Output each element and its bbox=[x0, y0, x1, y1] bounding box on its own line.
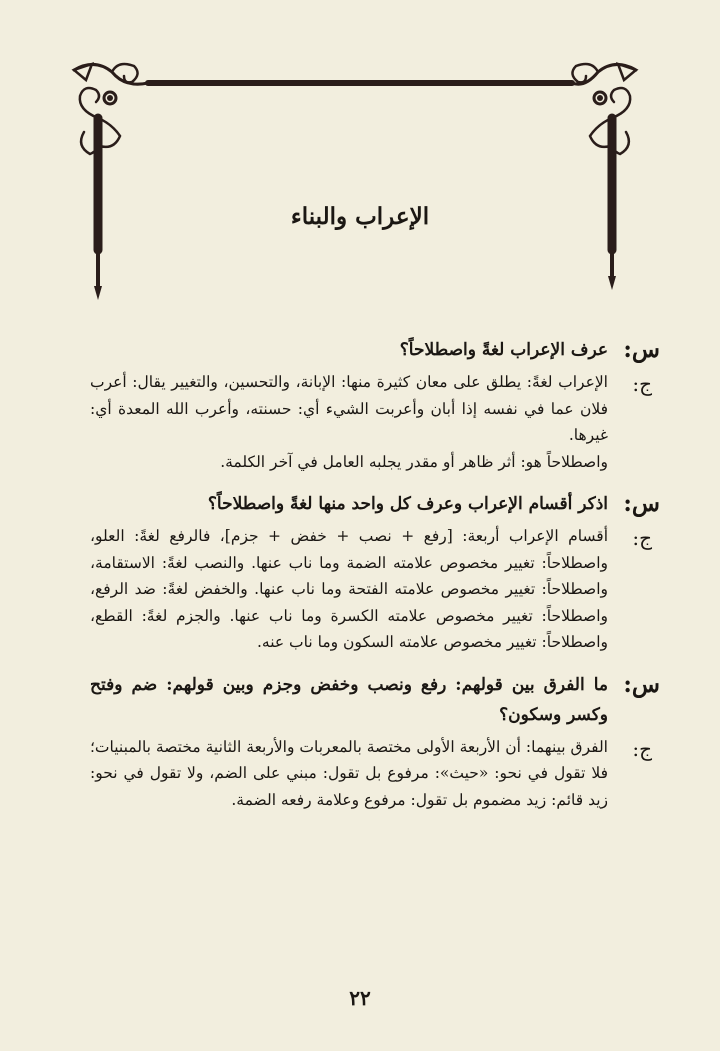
question-text: عرف الإعراب لغةً واصطلاحاً؟ bbox=[399, 340, 608, 360]
question-row bbox=[90, 335, 660, 365]
question-marker: س: bbox=[623, 490, 660, 517]
question-marker: س: bbox=[623, 336, 660, 363]
question-marker: س: bbox=[623, 670, 660, 698]
question-text: اذكر أقسام الإعراب وعرف كل واحد منها لغةً واصطلاحاً؟ bbox=[207, 494, 608, 514]
chapter-title: الإعراب والبناء bbox=[290, 203, 430, 230]
answer-paragraph: الفرق بينهما: أن الأربعة الأولى مختصة بالمعربات والأربعة الثانية مختصة بالمبنيات؛ فلا تقول في نحو: «حيث»: مرفوع بل تقول: مبني على الضم، ولا تقول في نحو: زيد قائم: زيد مضموم بل تقول: مرفوع وعلامة رفعه الضمة. bbox=[90, 737, 608, 809]
answer-paragraph: واصطلاحاً هو: أثر ظاهر أو مقدر يجلبه العامل في آخر الكلمة. bbox=[220, 452, 608, 471]
page-number: ٢٢ bbox=[349, 986, 371, 1010]
answer-row bbox=[90, 734, 660, 814]
ornamental-frame bbox=[0, 0, 720, 300]
answer-marker: ج: bbox=[632, 526, 652, 550]
answer-marker: ج: bbox=[632, 736, 652, 761]
question-row bbox=[90, 489, 660, 519]
answer-row bbox=[90, 523, 660, 656]
qa-content bbox=[90, 335, 660, 813]
answer-row bbox=[90, 369, 660, 475]
answer-marker: ج: bbox=[632, 372, 652, 396]
answer-paragraph: أقسام الإعراب أربعة: [رفع + نصب + خفض + جزم]، فالرفع لغةً: العلو، واصطلاحاً: تغيير مخصوص علامته الضمة وما ناب عنها. والنصب لغةً: الاستقامة، واصطلاحاً: تغيير مخصوص علامته الفتحة وما ناب عنها. والخفض لغةً: ضد الرفع، واصطلاحاً: تغيير مخصوص علامته الكسرة وما ناب عنها. والجزم لغةً: القطع، واصطلاحاً: تغيير مخصوص علامته السكون وما ناب عنه. bbox=[90, 527, 608, 651]
question-text: ما الفرق بين قولهم: رفع ونصب وخفض وجزم وبين قولهم: ضم وفتح وكسر وسكون؟ bbox=[90, 674, 608, 725]
question-row bbox=[90, 670, 660, 730]
answer-paragraph: الإعراب لغةً: يطلق على معان كثيرة منها: الإبانة، والتحسين، والتغيير يقال: أعرب فلان عما في نفسه إذا أبان وأعربت الشيء أي: حسنته، وأعرب الله المعدة أي: غيرها. bbox=[90, 373, 608, 444]
